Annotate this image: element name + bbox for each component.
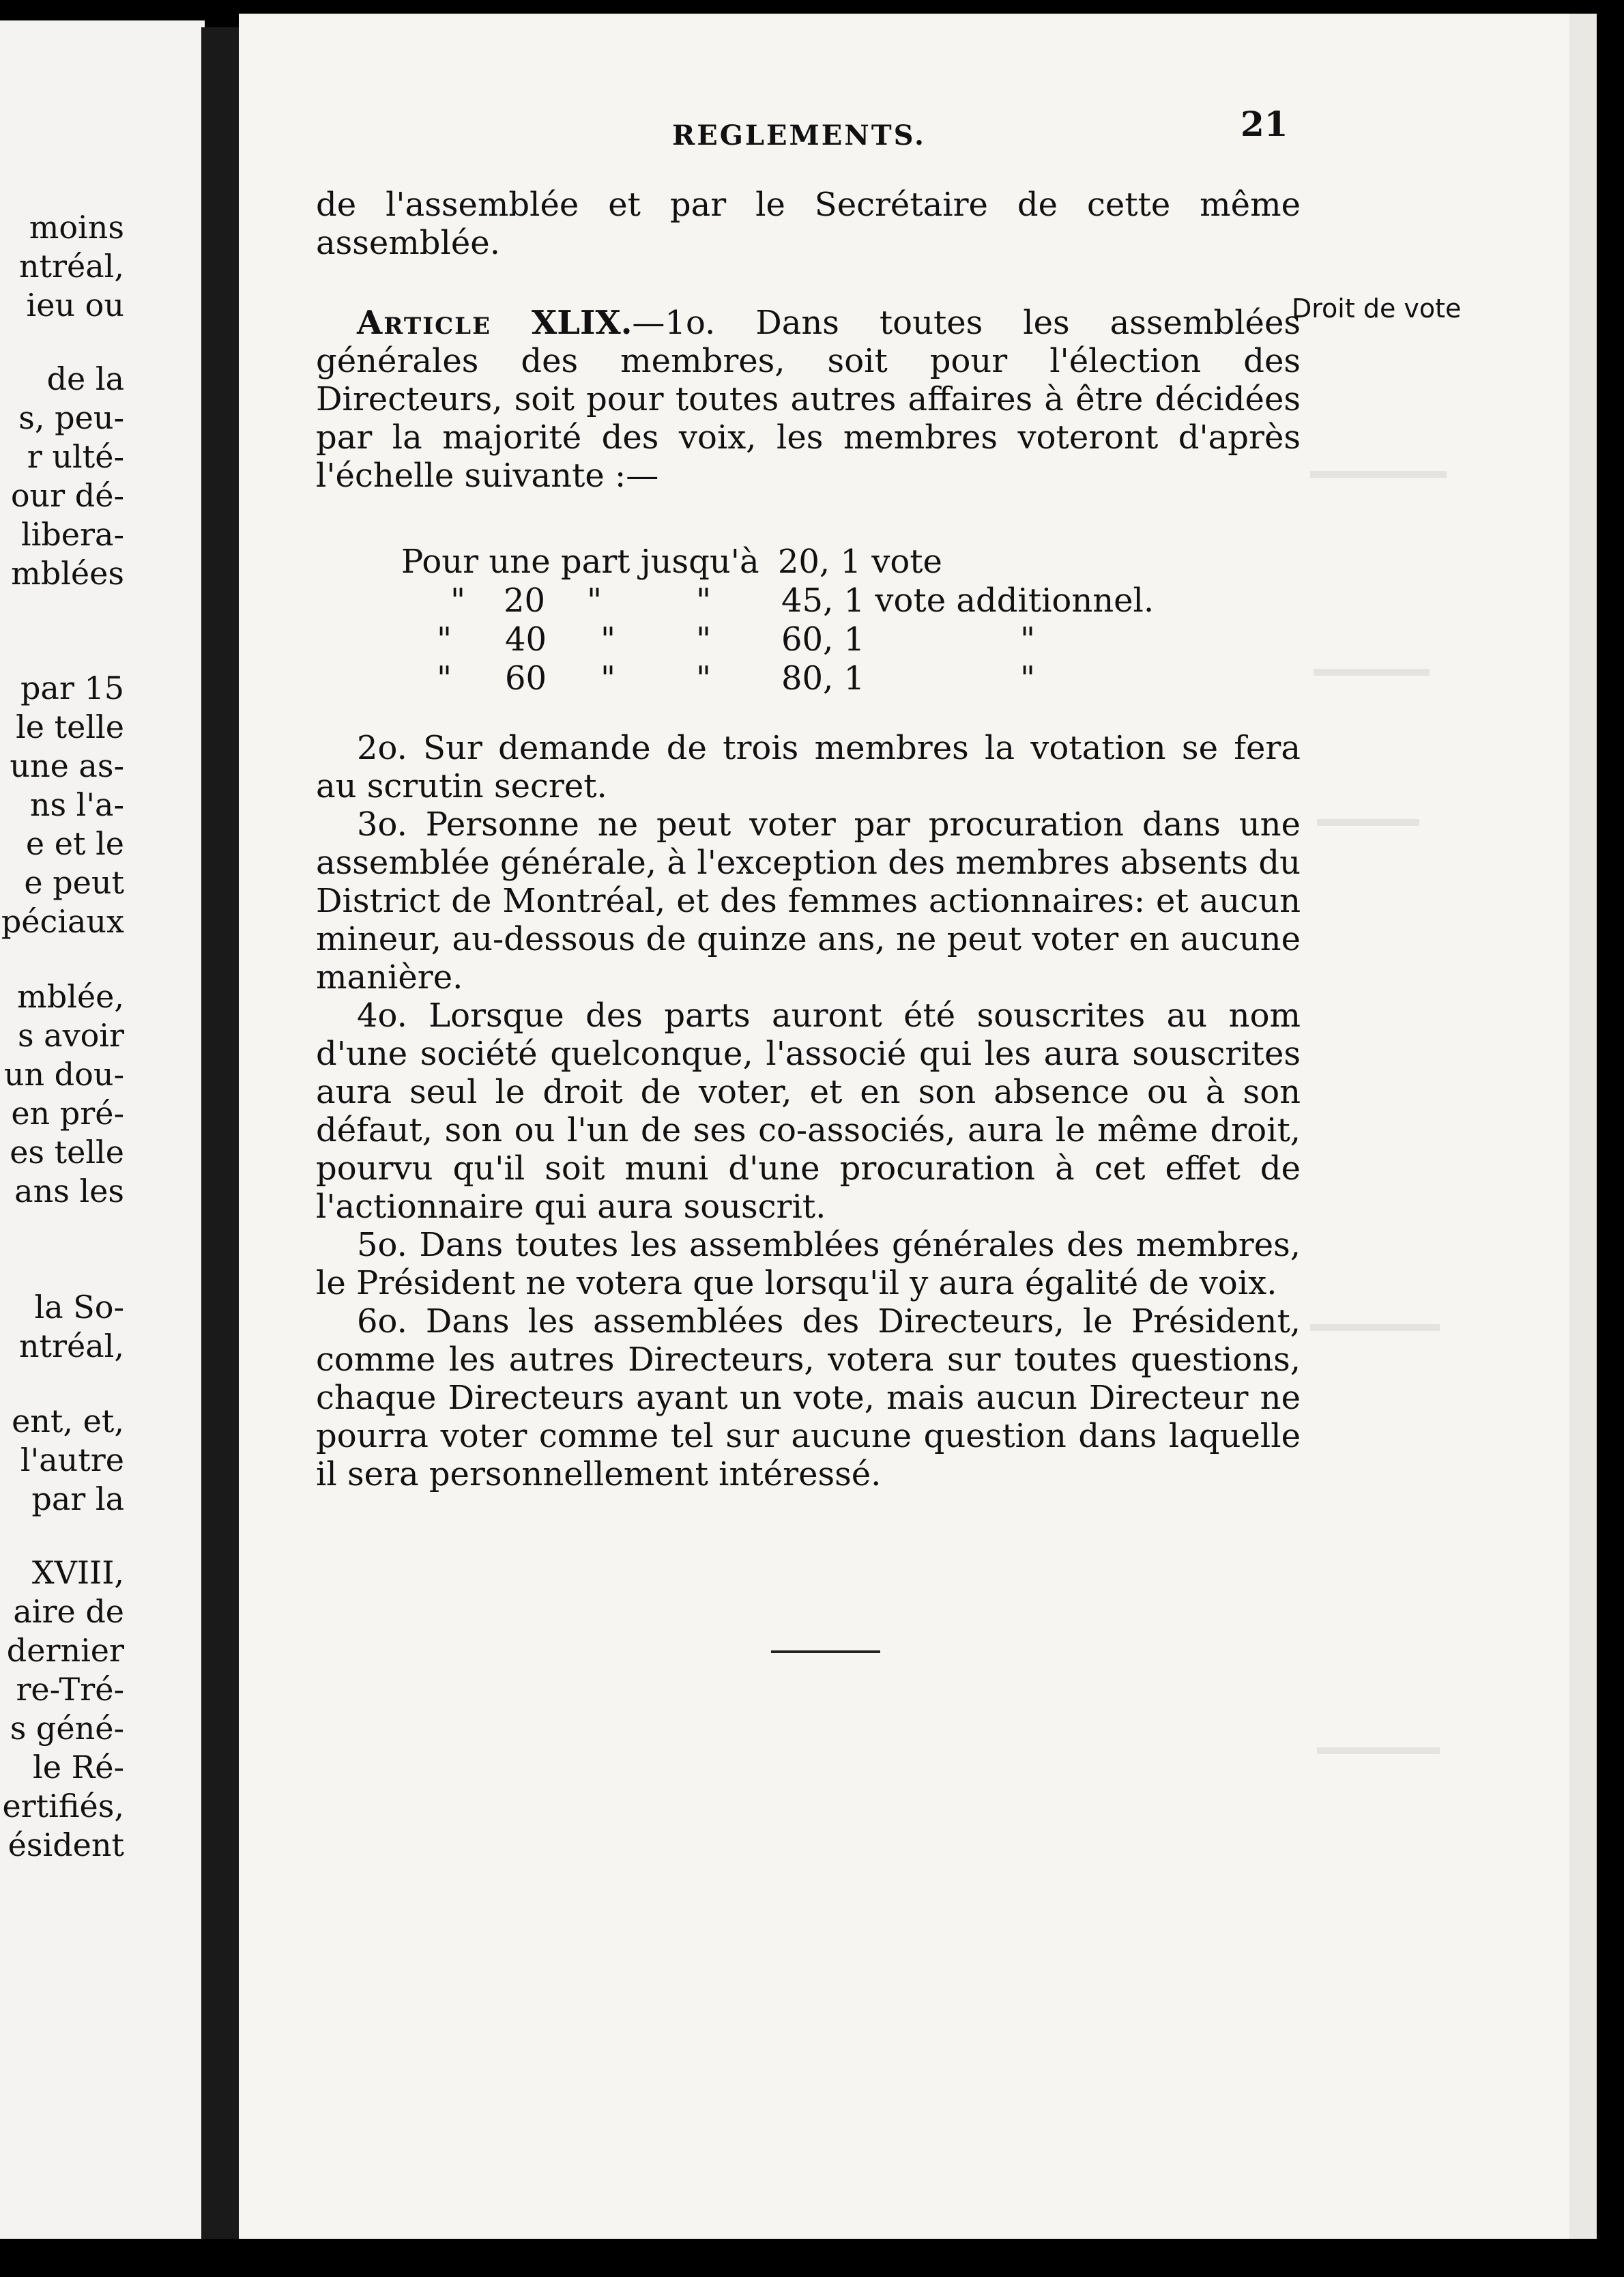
scale-cell: 20, 1 vote — [777, 543, 942, 581]
scale-row — [401, 543, 942, 581]
left-page-line: une as- — [10, 747, 124, 784]
left-page-line: ntréal, — [18, 248, 124, 285]
left-page-line: re-Tré- — [16, 1671, 124, 1708]
left-page-line: ieu ou — [26, 287, 124, 324]
left-facing-page — [0, 20, 205, 2239]
page-number: 21 — [1241, 104, 1288, 144]
left-page-line: ns l'a- — [29, 786, 124, 823]
left-page-line: de la — [46, 360, 124, 397]
left-page-line: XVIII, — [31, 1554, 124, 1591]
left-page-line: péciaux — [1, 903, 124, 940]
left-page-line: ertifiés, — [2, 1788, 124, 1824]
left-page-line: s avoir — [17, 1017, 124, 1054]
show-through-mark — [1317, 819, 1419, 826]
paragraph-6o: 6o. Dans les assemblées des Directeurs, le Président, comme les autres Directeurs, votera sur toutes questions, chaque Directeurs ayant un vote, mais aucun Directeur ne pourra voter comme tel sur aucune question dans laquelle il sera personnellement intéressé. — [316, 1302, 1301, 1493]
scale-cell: 60, 1 — [781, 620, 865, 659]
left-page-line: s géné- — [10, 1710, 124, 1747]
paragraph-5o: 5o. Dans toutes les assemblées générales des membres, le Président ne votera que lorsqu'il y aura égalité de voix. — [316, 1226, 1301, 1302]
scale-cell: " — [600, 620, 616, 659]
continuation-paragraph: de l'assemblée et par le Secrétaire de cette même assemblée. — [316, 186, 1301, 262]
show-through-mark — [1310, 1324, 1440, 1331]
article-intro-text: —1o. Dans toutes les assemblées générales des membres, soit pour l'élection des Directeurs, soit pour toutes autres affaires à être décidées par la majorité des voix, les membres voteront d'après l'échelle suivante :— — [316, 304, 1301, 495]
left-page-line: en pré- — [11, 1095, 124, 1132]
left-page-line: s, peu- — [18, 399, 124, 436]
scale-cell: " — [1020, 620, 1036, 659]
article-xlix — [316, 304, 1301, 495]
page-edge — [1569, 14, 1597, 2239]
left-page-line: e peut — [24, 864, 124, 901]
left-page-line: mblée, — [17, 978, 124, 1015]
scale-cell: " — [437, 620, 452, 659]
scale-cell: " — [600, 659, 616, 698]
left-page-line: r ulté- — [27, 438, 124, 475]
margin-note: Droit de vote — [1292, 293, 1462, 324]
scale-cell: " — [437, 659, 452, 698]
left-page-line: la So- — [34, 1289, 124, 1326]
left-page-line: le telle — [16, 708, 124, 745]
left-page-line: ent, et, — [12, 1403, 124, 1440]
scale-cell: " — [696, 620, 712, 659]
scale-cell: " — [587, 582, 603, 620]
article-label: Article — [357, 304, 491, 342]
scale-cell: " — [696, 659, 712, 698]
left-page-line: mblées — [11, 555, 124, 592]
left-page-line: moins — [29, 209, 124, 246]
left-page-line: our dé- — [10, 477, 124, 514]
left-page-line: aire de — [13, 1593, 124, 1630]
left-page-line: l'autre — [20, 1442, 124, 1478]
show-through-mark — [1310, 471, 1447, 478]
left-page-line: ntréal, — [18, 1328, 124, 1364]
scale-cell: Pour une part jusqu'à — [401, 543, 759, 581]
scale-cell: 40 — [505, 620, 547, 659]
left-page-line: ans les — [14, 1173, 124, 1209]
paragraph-2o: 2o. Sur demande de trois membres la votation se fera au scrutin secret. — [316, 729, 1301, 805]
section-rule — [771, 1650, 880, 1653]
left-page-line: es telle — [10, 1134, 124, 1171]
continuation-text — [316, 186, 1301, 262]
paragraph-3o: 3o. Personne ne peut voter par procuration dans une assemblée générale, à l'exception des membres absents du District de Montréal, et des femmes actionnaires: et aucun mineur, au-dessous de quinze ans, ne peut voter en aucune manière. — [316, 805, 1301, 997]
scale-cell: 80, 1 — [781, 659, 865, 698]
scale-cell: " — [696, 582, 712, 620]
scale-cell: " — [450, 582, 466, 620]
left-page-line: libera- — [20, 516, 124, 553]
left-page-line: dernier — [6, 1632, 124, 1669]
left-page-line: un dou- — [3, 1056, 124, 1093]
scale-cell: 45, 1 vote additionnel. — [781, 582, 1155, 620]
left-page-line: e et le — [25, 825, 124, 862]
running-header: REGLEMENTS. — [672, 119, 926, 152]
article-paragraphs — [316, 729, 1301, 1493]
left-page-line: par la — [31, 1480, 124, 1517]
left-page-line: par 15 — [20, 670, 124, 706]
scale-cell: " — [1020, 659, 1036, 698]
left-page-line: ésident — [8, 1827, 124, 1863]
scale-cell: 20 — [504, 582, 546, 620]
show-through-mark — [1314, 669, 1430, 676]
paragraph-4o: 4o. Lorsque des parts auront été souscrites au nom d'une société quelconque, l'associé qui les aura souscrites aura seul le droit de voter, et en son absence ou à son défaut, son ou l'un de ses co-associés, aura le même droit, pourvu qu'il soit muni d'une procuration à cet effet de l'actionnaire qui aura souscrit. — [316, 997, 1301, 1226]
left-page-line: le Ré- — [33, 1749, 124, 1786]
scale-cell: 60 — [505, 659, 547, 698]
article-intro — [316, 304, 1301, 495]
show-through-mark — [1317, 1747, 1440, 1754]
article-number: XLIX. — [532, 304, 633, 342]
